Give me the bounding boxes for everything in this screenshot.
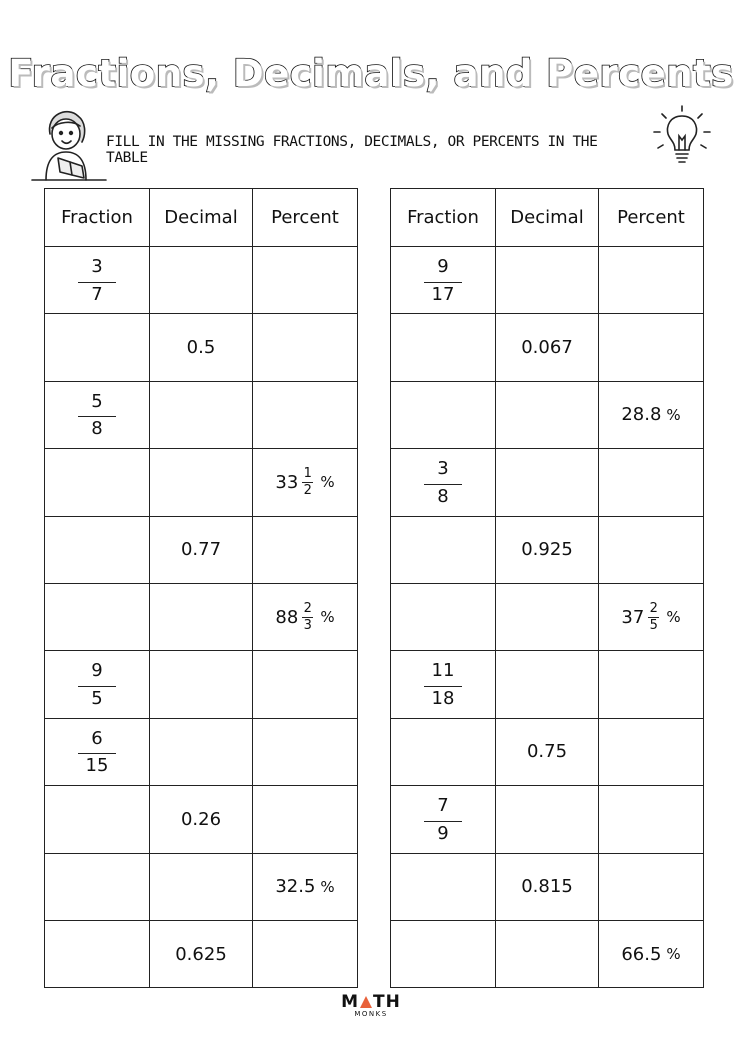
fraction-value bbox=[78, 727, 116, 777]
percent-sign: % bbox=[666, 405, 681, 424]
table-row bbox=[391, 583, 704, 650]
math-monks-logo bbox=[0, 992, 742, 1018]
percent-blank-cell bbox=[599, 786, 704, 853]
table-row bbox=[45, 853, 358, 920]
logo-letters-th: TH bbox=[373, 992, 401, 1012]
table-row bbox=[391, 381, 704, 448]
percent-whole: 37 bbox=[621, 606, 645, 628]
percent-whole: 66.5 bbox=[621, 943, 662, 965]
fraction-blank-cell bbox=[391, 516, 496, 583]
fraction-cell bbox=[391, 651, 496, 718]
column-header-fraction: Fraction bbox=[391, 189, 496, 247]
decimal-cell: 0.77 bbox=[150, 516, 253, 583]
fraction-denominator: 9 bbox=[437, 822, 449, 844]
percent-sign: % bbox=[666, 945, 681, 964]
decimal-blank-cell bbox=[496, 381, 599, 448]
percent-cell bbox=[253, 449, 358, 516]
percent-blank-cell bbox=[599, 247, 704, 314]
table-row bbox=[45, 314, 358, 381]
fraction-blank-cell bbox=[391, 718, 496, 785]
decimal-blank-cell bbox=[496, 583, 599, 650]
fraction-blank-cell bbox=[45, 786, 150, 853]
percent-whole: 88 bbox=[275, 606, 299, 628]
fraction-bar bbox=[78, 753, 116, 754]
percent-blank-cell bbox=[253, 381, 358, 448]
fraction-denominator: 17 bbox=[431, 283, 455, 305]
fraction-cell bbox=[391, 449, 496, 516]
column-header-fraction: Fraction bbox=[45, 189, 150, 247]
percent-fraction-numerator: 2 bbox=[649, 601, 658, 617]
column-header-percent: Percent bbox=[599, 189, 704, 247]
fraction-value bbox=[78, 390, 116, 440]
percent-cell bbox=[253, 583, 358, 650]
decimal-cell: 0.26 bbox=[150, 786, 253, 853]
column-header-decimal: Decimal bbox=[496, 189, 599, 247]
fraction-bar bbox=[424, 282, 462, 283]
fraction-cell bbox=[45, 247, 150, 314]
percent-sign: % bbox=[320, 473, 335, 492]
table-row bbox=[391, 920, 704, 987]
fraction-value bbox=[78, 255, 116, 305]
percent-cell bbox=[599, 920, 704, 987]
fraction-numerator: 9 bbox=[91, 660, 103, 682]
fraction-blank-cell bbox=[45, 314, 150, 381]
fraction-numerator: 3 bbox=[437, 457, 449, 479]
fraction-numerator: 11 bbox=[431, 660, 455, 682]
header-row bbox=[45, 189, 358, 247]
decimal-cell: 0.75 bbox=[496, 718, 599, 785]
decimal-blank-cell bbox=[496, 920, 599, 987]
table-row bbox=[45, 381, 358, 448]
percent-value bbox=[621, 404, 680, 425]
table-row bbox=[391, 651, 704, 718]
percent-sign: % bbox=[320, 877, 335, 896]
percent-fraction-numerator: 1 bbox=[303, 466, 312, 482]
percent-value bbox=[275, 602, 334, 632]
fraction-cell bbox=[391, 247, 496, 314]
percent-blank-cell bbox=[253, 247, 358, 314]
percent-blank-cell bbox=[253, 718, 358, 785]
fraction-blank-cell bbox=[45, 583, 150, 650]
fraction-value bbox=[424, 662, 462, 709]
fraction-value bbox=[78, 662, 116, 709]
percent-blank-cell bbox=[253, 314, 358, 381]
percent-cell bbox=[599, 381, 704, 448]
lightbulb-icon bbox=[652, 104, 712, 170]
fraction-value bbox=[424, 457, 462, 507]
percent-fraction-denominator: 3 bbox=[303, 618, 312, 634]
percent-value bbox=[621, 602, 680, 632]
table-row bbox=[45, 583, 358, 650]
percent-blank-cell bbox=[253, 786, 358, 853]
fraction-blank-cell bbox=[45, 920, 150, 987]
header-row bbox=[391, 189, 704, 247]
percent-blank-cell bbox=[599, 651, 704, 718]
fraction-denominator: 7 bbox=[91, 283, 103, 305]
fraction-denominator: 5 bbox=[91, 688, 103, 710]
fraction-blank-cell bbox=[45, 449, 150, 516]
fraction-numerator: 9 bbox=[437, 255, 449, 277]
fraction-cell bbox=[45, 651, 150, 718]
decimal-blank-cell bbox=[150, 449, 253, 516]
left-table bbox=[44, 188, 358, 988]
percent-blank-cell bbox=[599, 853, 704, 920]
percent-fraction bbox=[302, 602, 313, 632]
decimal-blank-cell bbox=[150, 651, 253, 718]
table-row bbox=[45, 920, 358, 987]
fraction-bar bbox=[78, 282, 116, 283]
fraction-denominator: 18 bbox=[431, 688, 455, 710]
decimal-cell: 0.925 bbox=[496, 516, 599, 583]
fraction-denominator: 8 bbox=[91, 418, 103, 440]
percent-fraction-denominator: 5 bbox=[649, 618, 658, 634]
table-row bbox=[391, 516, 704, 583]
fraction-denominator: 15 bbox=[85, 755, 109, 777]
percent-whole: 32.5 bbox=[275, 876, 316, 898]
percent-value bbox=[621, 944, 680, 965]
fraction-blank-cell bbox=[391, 314, 496, 381]
table-row bbox=[45, 651, 358, 718]
decimal-cell: 0.815 bbox=[496, 853, 599, 920]
decimal-blank-cell bbox=[496, 449, 599, 516]
percent-fraction bbox=[302, 467, 313, 497]
table-row bbox=[45, 247, 358, 314]
fraction-bar bbox=[78, 686, 116, 687]
fraction-blank-cell bbox=[391, 381, 496, 448]
table-row bbox=[391, 853, 704, 920]
column-header-decimal: Decimal bbox=[150, 189, 253, 247]
column-header-percent: Percent bbox=[253, 189, 358, 247]
fraction-blank-cell bbox=[391, 853, 496, 920]
fraction-blank-cell bbox=[391, 583, 496, 650]
right-table bbox=[390, 188, 704, 988]
decimal-blank-cell bbox=[496, 651, 599, 718]
logo-letter-m: M bbox=[341, 992, 360, 1012]
table-row bbox=[45, 516, 358, 583]
percent-blank-cell bbox=[599, 314, 704, 381]
triangle-a-icon bbox=[360, 996, 372, 1008]
percent-cell bbox=[253, 853, 358, 920]
decimal-blank-cell bbox=[496, 247, 599, 314]
percent-fraction-denominator: 2 bbox=[303, 483, 312, 499]
logo-subtitle: MONKS bbox=[354, 1010, 388, 1018]
percent-value bbox=[275, 876, 334, 897]
table-row bbox=[391, 786, 704, 853]
percent-whole: 28.8 bbox=[621, 404, 662, 426]
percent-cell bbox=[599, 583, 704, 650]
decimal-blank-cell bbox=[150, 381, 253, 448]
percent-whole: 33 bbox=[275, 471, 299, 493]
decimal-cell: 0.5 bbox=[150, 314, 253, 381]
worksheet-title: Fractions, Decimals, and Percents bbox=[8, 52, 734, 95]
fraction-numerator: 6 bbox=[91, 727, 103, 749]
decimal-blank-cell bbox=[150, 583, 253, 650]
fraction-cell bbox=[391, 786, 496, 853]
fraction-numerator: 3 bbox=[91, 255, 103, 277]
fraction-blank-cell bbox=[45, 853, 150, 920]
decimal-blank-cell bbox=[496, 786, 599, 853]
reading-child-icon bbox=[28, 100, 110, 182]
fraction-bar bbox=[78, 416, 116, 417]
fraction-numerator: 7 bbox=[437, 794, 449, 816]
instructions: FILL IN THE MISSING FRACTIONS, DECIMALS, OR PERCENTS IN THE TABLE bbox=[106, 134, 598, 166]
decimal-blank-cell bbox=[150, 853, 253, 920]
decimal-blank-cell bbox=[150, 247, 253, 314]
fraction-blank-cell bbox=[391, 920, 496, 987]
table-row bbox=[391, 314, 704, 381]
percent-blank-cell bbox=[253, 920, 358, 987]
percent-sign: % bbox=[320, 608, 335, 627]
decimal-blank-cell bbox=[150, 718, 253, 785]
fraction-bar bbox=[424, 821, 462, 822]
table-row bbox=[391, 718, 704, 785]
percent-blank-cell bbox=[599, 449, 704, 516]
decimal-cell: 0.625 bbox=[150, 920, 253, 987]
fraction-denominator: 8 bbox=[437, 485, 449, 507]
fraction-bar bbox=[424, 484, 462, 485]
percent-blank-cell bbox=[599, 718, 704, 785]
table-row bbox=[45, 449, 358, 516]
percent-value bbox=[275, 467, 334, 497]
percent-blank-cell bbox=[253, 516, 358, 583]
percent-blank-cell bbox=[253, 651, 358, 718]
decimal-cell: 0.067 bbox=[496, 314, 599, 381]
fraction-blank-cell bbox=[45, 516, 150, 583]
table-row bbox=[391, 247, 704, 314]
fraction-bar bbox=[424, 686, 462, 687]
percent-sign: % bbox=[666, 608, 681, 627]
fraction-cell bbox=[45, 381, 150, 448]
fraction-value bbox=[424, 794, 462, 844]
table-row bbox=[45, 718, 358, 785]
table-row bbox=[45, 786, 358, 853]
table-row bbox=[391, 449, 704, 516]
percent-blank-cell bbox=[599, 516, 704, 583]
fraction-cell bbox=[45, 718, 150, 785]
percent-fraction bbox=[648, 602, 659, 632]
fraction-numerator: 5 bbox=[91, 390, 103, 412]
percent-fraction-numerator: 2 bbox=[303, 601, 312, 617]
fraction-value bbox=[424, 255, 462, 305]
